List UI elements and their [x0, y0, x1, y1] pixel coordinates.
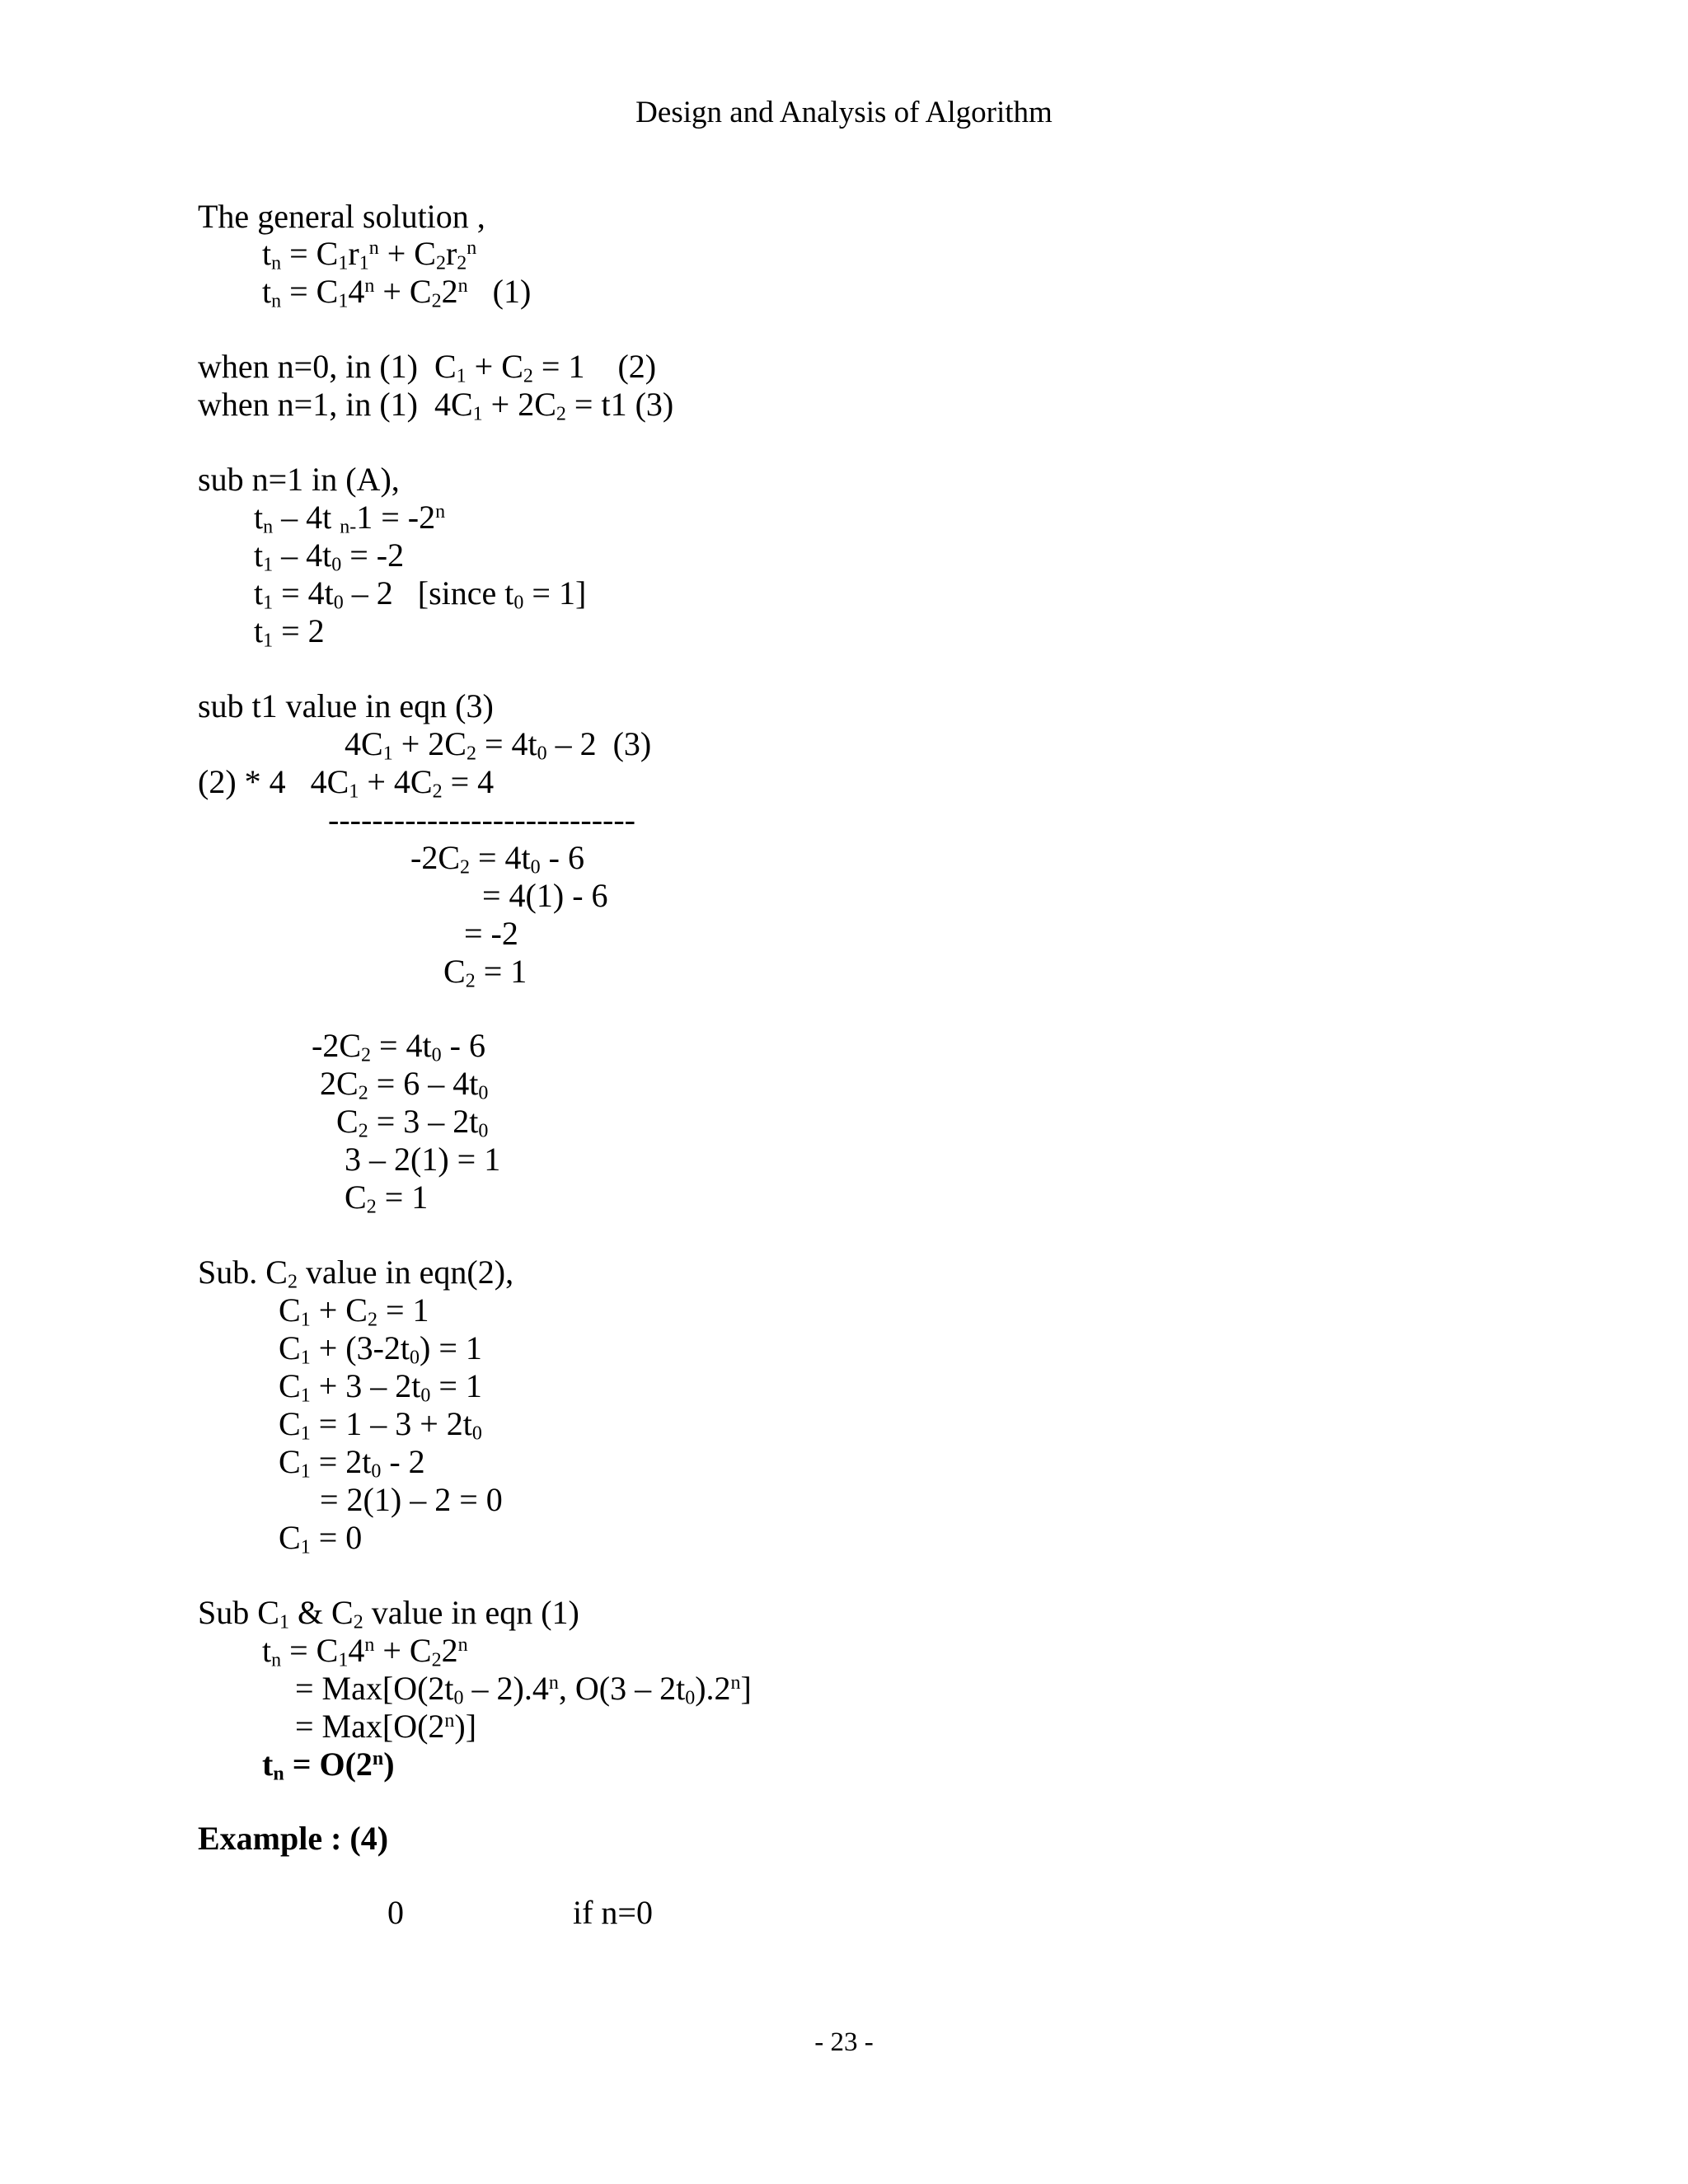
sub-t1-heading: sub t1 value in eqn (3) [198, 687, 494, 724]
when-n1-line: when n=1, in (1) $4C_1 + 2C_2 = t1$ (3) [198, 386, 674, 425]
sub-c2-heading: Sub. $C_2$ value in eqn(2), [198, 1254, 514, 1293]
c2-eq-2: $2C_2 = 6 - 4t_0$ [320, 1065, 489, 1104]
sub-c2-eq-3: $C_1 + 3 - 2t_0 = 1$ [279, 1367, 482, 1407]
c2-eq-5: $C_2 = 1$ [345, 1179, 429, 1218]
general-solution-heading: The general solution , [198, 198, 485, 235]
sub-t1-eq-2: (2) * 4 $4C_1 + 4C_2 = 4$ [198, 763, 495, 803]
c2-eq-4: 3 – 2(1) = 1 [345, 1141, 501, 1178]
sub-t1-eq-4: = 4(1) - 6 [482, 877, 608, 914]
sub-t1-eq-5: = -2 [464, 915, 518, 952]
c2-eq-1: $-2C_2 = 4t_0 - 6$ [312, 1027, 485, 1066]
sub-c1c2-heading: Sub $C_1$ & $C_2$ value in eqn (1) [198, 1594, 579, 1633]
sub-c1c2-eq-3: = $Max[O(2^n)]$ [295, 1708, 477, 1745]
sub-n1-heading: sub n=1 in (A), [198, 461, 400, 498]
page-number: - 23 - [814, 2027, 874, 2057]
sub-t1-eq-6: $C_2 = 1$ [443, 953, 528, 992]
general-solution-eq-1: $t_n = C_1r_1^n + C_2r_2^n$ [262, 235, 477, 274]
sub-t1-eq-1: $4C_1 + 2C_2 = 4t_0 - 2$ (3) [345, 725, 652, 765]
sub-t1-divider: ---------------------------- [328, 801, 635, 838]
c2-eq-3: $C_2 = 3 - 2t_0$ [336, 1103, 489, 1142]
sub-c2-eq-2: $C_1 + (3-2t_0) = 1$ [279, 1329, 482, 1369]
example-4-heading: Example : (4) [198, 1820, 389, 1857]
general-solution-eq-2: $t_n = C_14^n + C_22^n$ (1) [262, 273, 532, 312]
page-header: Design and Analysis of Algorithm [635, 96, 1053, 129]
sub-c2-eq-1: $C_1 + C_2 = 1$ [279, 1291, 429, 1331]
example-4-case-condition: if n=0 [573, 1894, 653, 1931]
sub-n1-eq-2: $t_1 - 4t_0 = -2$ [254, 537, 405, 576]
sub-n1-eq-3: $t_1 = 4t_0 - 2$ [since $t_0 = 1$] [254, 574, 587, 614]
when-n0-line: when n=0, in (1) $C_1 + C_2 = 1$ (2) [198, 348, 657, 387]
sub-c2-eq-7: $C_1 = 0$ [279, 1519, 363, 1558]
example-4-case-value: 0 [387, 1894, 404, 1931]
sub-n1-eq-4: $t_1 = 2$ [254, 612, 325, 652]
sub-c1c2-eq-2: = $Max[O(2t_0 - 2).4^n$, $O(3 - 2t_0).2^n$] [295, 1670, 752, 1709]
result-line: $t_n = O(2^n)$ [262, 1746, 395, 1785]
sub-c1c2-eq-1: $t_n = C_14^n + C_22^n$ [262, 1632, 468, 1671]
sub-t1-eq-3: $-2C_2 = 4t_0 - 6$ [410, 839, 584, 879]
sub-c2-eq-5: $C_1 = 2t_0 - 2$ [279, 1443, 425, 1483]
sub-c2-eq-6: = 2(1) – 2 = 0 [320, 1481, 503, 1518]
sub-c2-eq-4: $C_1 = 1 - 3 + 2t_0$ [279, 1405, 482, 1445]
sub-n1-eq-1: $t_n - 4t$ $_{n-}1 = -2^n$ [254, 499, 446, 538]
